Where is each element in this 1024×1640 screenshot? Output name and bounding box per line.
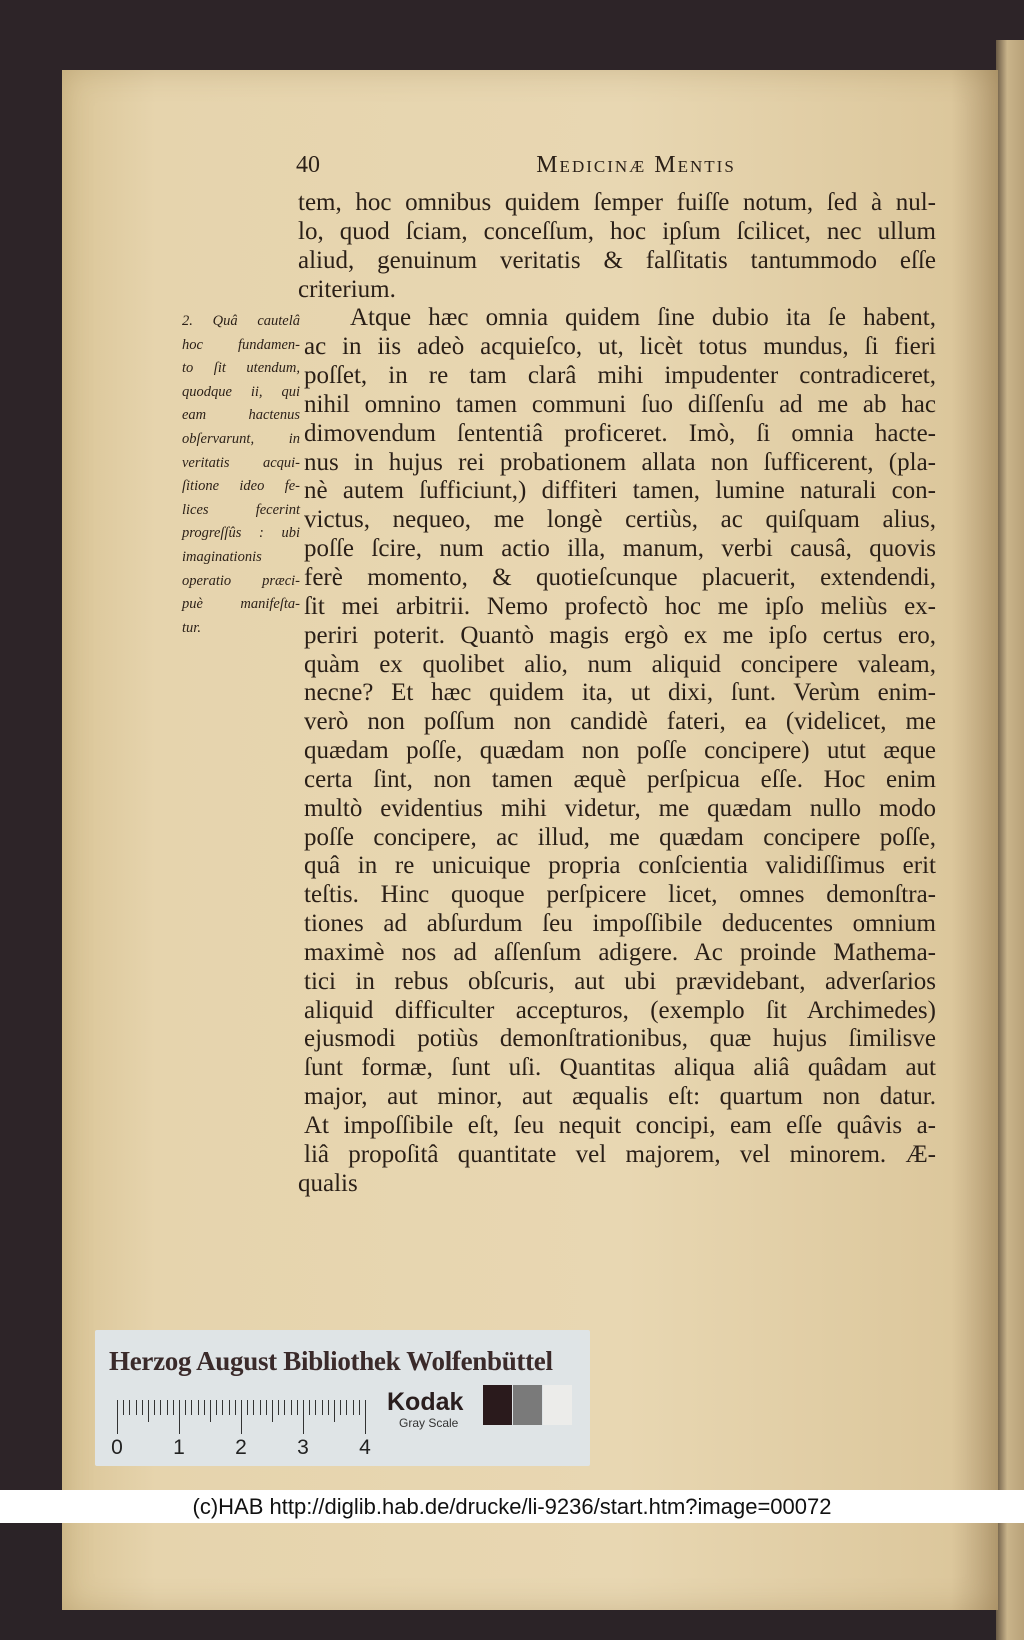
catchword: qualis xyxy=(298,1169,358,1197)
text-line: multò evidentius mihi videtur, me quædam nullo modo xyxy=(304,794,936,822)
ruler-tick xyxy=(353,1400,354,1415)
marginal-note-line: to ſit utendum, xyxy=(182,360,300,377)
text-line: maximè nos ad aſſenſum adigere. Ac proinde Mathema- xyxy=(304,938,936,966)
marginal-note-line: veritatis acqui- xyxy=(182,454,300,471)
ruler-tick xyxy=(222,1400,223,1415)
text-line: teſtis. Hinc quoque perſpicere licet, omnes demonſtra- xyxy=(304,881,936,909)
text-line: Atque hæc omnia quidem ſine dubio ita ſe habent, xyxy=(350,304,936,332)
ruler-tick xyxy=(216,1400,217,1415)
text-line: aliquid difficulter accepturos, (exemplo ſit Archimedes) xyxy=(304,996,936,1024)
ruler-tick xyxy=(253,1400,254,1415)
text-line: nus in hujus rei probationem allata non ſufficerent, (pla- xyxy=(304,448,936,476)
ruler-label: 2 xyxy=(235,1436,247,1459)
text-line: tem, hoc omnibus quidem ſemper fuiſſe notum, ſed à nul- xyxy=(298,189,936,216)
gray-patch xyxy=(543,1385,572,1425)
text-line: victus, nequeo, me longè certiùs, ac quiſquam alius, xyxy=(304,506,936,534)
text-line: quàm ex quolibet alio, num aliquid concipere valeam, xyxy=(304,650,936,678)
text-line: necne? Et hæc quidem ita, ut dixi, ſunt. Verùm enim- xyxy=(304,679,936,707)
ruler-tick xyxy=(303,1400,304,1434)
text-line: verò non poſſum non candidè fateri, ea (videlicet, me xyxy=(304,708,936,736)
ruler-tick xyxy=(173,1400,174,1415)
text-line: certa ſint, non tamen æquè perſpicua eſſe. Hoc enim xyxy=(304,765,936,793)
ruler-tick xyxy=(154,1400,155,1415)
ruler-tick xyxy=(272,1400,273,1422)
text-line: lo, quod ſciam, conceſſum, hoc ipſum ſcilicet, nec ullum xyxy=(298,217,936,245)
text-line: quædam poſſe, quædam non poſſe concipere) utut æque xyxy=(304,737,936,765)
ruler-tick xyxy=(266,1400,267,1415)
color-reference-card xyxy=(95,1330,590,1466)
gray-scale-label: Gray Scale xyxy=(399,1416,459,1430)
text-line: quâ in re unicuique propria conſcientia validiſſimus erit xyxy=(304,852,936,880)
ruler-tick xyxy=(204,1400,205,1415)
ruler xyxy=(111,1400,371,1460)
text-line: nè autem ſufficiunt,) diffiteri tamen, lumine naturali con- xyxy=(304,477,936,505)
text-line: poſſet, in re tam clarâ mihi impudenter contradiceret, xyxy=(304,362,936,390)
ruler-tick xyxy=(260,1400,261,1415)
copyright-footer: (c)HAB http://diglib.hab.de/drucke/li-9236/start.htm?image=00072 xyxy=(0,1490,1024,1523)
text-line: ac in iis adeò acquieſco, ut, licèt totus mundus, ſi fieri xyxy=(304,333,936,361)
marginal-note xyxy=(182,310,300,640)
text-line: ſunt formæ, ſunt uſi. Quantitas aliqua aliâ quâdam aut xyxy=(304,1054,936,1082)
text-line: nihil omnino tamen communi ſuo diſſenſu ad me ab hac xyxy=(304,390,936,418)
gray-patch xyxy=(513,1385,542,1425)
text-line: At impoſſibile eſt, ſeu nequit concipi, eam eſſe quâvis a- xyxy=(304,1112,936,1139)
marginal-note-line: imaginationis xyxy=(182,548,262,565)
ruler-tick xyxy=(315,1400,316,1415)
ruler-tick xyxy=(278,1400,279,1415)
ruler-tick xyxy=(297,1400,298,1415)
running-header xyxy=(296,152,936,182)
text-line: ejusmodi potiùs demonſtrationibus, quæ hujus ſimilisve xyxy=(304,1025,936,1053)
body-text xyxy=(298,189,936,1199)
ruler-label: 4 xyxy=(359,1436,371,1459)
text-line: aliud, genuinum veritatis & falſitatis tantummodo eſſe xyxy=(298,246,936,274)
kodak-logo: Kodak xyxy=(387,1388,464,1416)
ruler-tick xyxy=(322,1400,323,1415)
marginal-note-line: ſitione ideo fe- xyxy=(182,478,300,495)
ruler-tick xyxy=(346,1400,347,1415)
ruler-tick xyxy=(210,1400,211,1422)
marginal-note-line: hoc fundamen- xyxy=(182,336,300,353)
ruler-label: 1 xyxy=(173,1436,185,1459)
marginal-note-line: lices fecerint xyxy=(182,501,300,518)
ruler-tick xyxy=(129,1400,130,1415)
text-line: tici in rebus obſcuris, aut ubi prævidebant, adverſarios xyxy=(304,967,936,995)
ruler-tick xyxy=(235,1400,236,1415)
ruler-tick xyxy=(291,1400,292,1415)
running-head-title: Medicinæ Mentis xyxy=(536,152,736,178)
ruler-tick xyxy=(229,1400,230,1415)
facing-page-edge xyxy=(996,40,1024,1640)
page-number: 40 xyxy=(296,152,320,178)
gray-patch xyxy=(483,1385,512,1425)
ruler-tick xyxy=(340,1400,341,1415)
ruler-tick xyxy=(160,1400,161,1415)
ruler-tick xyxy=(117,1400,118,1434)
ruler-tick xyxy=(123,1400,124,1415)
ruler-tick xyxy=(328,1400,329,1415)
text-line: liâ propoſitâ quantitate vel majorem, vel minorem. Æ- xyxy=(304,1140,936,1168)
ruler-tick xyxy=(185,1400,186,1415)
marginal-note-line: quodque ii, qui xyxy=(182,383,300,400)
ruler-tick xyxy=(191,1400,192,1415)
ruler-tick xyxy=(136,1400,137,1415)
text-line: ſit mei arbitrii. Nemo profectò hoc me ipſo meliùs ex- xyxy=(304,592,936,620)
text-line: major, aut minor, aut æqualis eſt: quartum non datur. xyxy=(304,1083,936,1111)
ruler-tick xyxy=(179,1400,180,1434)
ruler-tick xyxy=(148,1400,149,1422)
marginal-note-line: progreſſûs : ubi xyxy=(182,525,300,542)
ruler-tick xyxy=(198,1400,199,1415)
marginal-note-line: eam hactenus xyxy=(182,407,300,424)
ruler-tick xyxy=(284,1400,285,1415)
ruler-tick xyxy=(309,1400,310,1415)
marginal-note-line: obſervarunt, in xyxy=(182,430,300,447)
ruler-tick xyxy=(142,1400,143,1415)
ruler-tick xyxy=(167,1400,168,1415)
text-line: tiones ad abſurdum ſeu impoſſibile deducentes omnium xyxy=(304,910,936,938)
text-line: poſſe concipere, ac illud, me quædam concipere poſſe, xyxy=(304,823,936,851)
ruler-label: 3 xyxy=(297,1436,309,1459)
ruler-label: 0 xyxy=(111,1436,123,1459)
ruler-tick xyxy=(334,1400,335,1422)
ruler-tick xyxy=(247,1400,248,1415)
marginal-note-line: tur. xyxy=(182,619,201,636)
marginal-note-line: operatio præci- xyxy=(182,572,300,589)
marginal-note-line: 2. Quâ cautelâ xyxy=(182,313,300,329)
text-line: periri poterit. Quantò magis ergò ex me ipſo certus ero, xyxy=(304,621,936,649)
text-line: poſſe ſcire, num actio illa, manum, verbi causâ, quovis xyxy=(304,535,936,563)
text-line: criterium. xyxy=(298,275,396,303)
text-line: dimovendum ſententiâ proficeret. Imò, ſi omnia hacte- xyxy=(304,419,936,447)
marginal-note-line: puè manifeſta- xyxy=(182,596,300,613)
ruler-tick xyxy=(241,1400,242,1434)
library-name: Herzog August Bibliothek Wolfenbüttel xyxy=(109,1346,553,1376)
ruler-tick xyxy=(365,1400,366,1434)
text-line: ferè momento, & quotieſcunque placuerit, extendendi, xyxy=(304,563,936,591)
ruler-tick xyxy=(359,1400,360,1415)
